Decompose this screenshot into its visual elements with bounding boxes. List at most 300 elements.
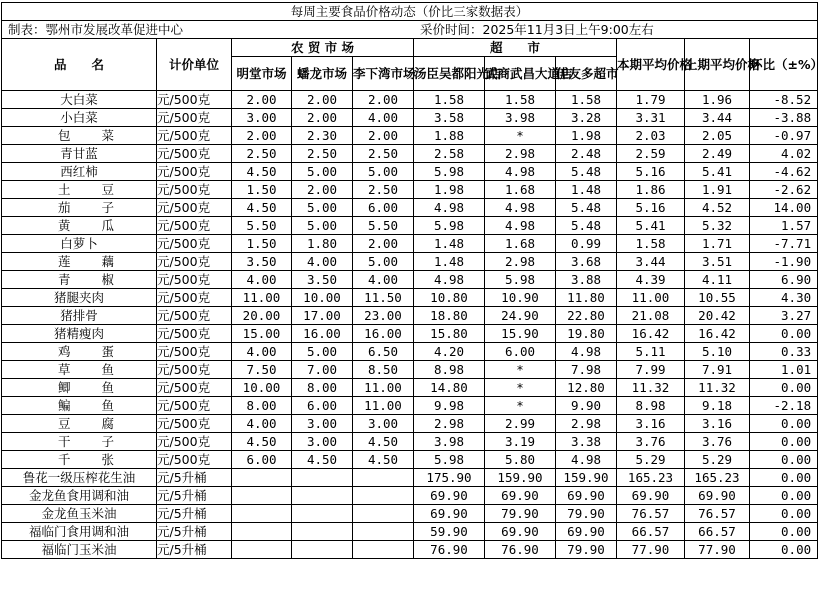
this-average: 4.39 xyxy=(617,271,685,289)
store-price: 4.00 xyxy=(232,271,292,289)
table-row xyxy=(2,91,818,109)
ratio-value: -8.52 xyxy=(750,91,818,109)
store-price xyxy=(353,487,414,505)
last-average: 20.42 xyxy=(685,307,750,325)
store-price xyxy=(232,523,292,541)
table-row xyxy=(2,433,818,451)
store-price: 5.48 xyxy=(556,217,617,235)
store-price: 2.00 xyxy=(353,127,414,145)
last-average: 165.23 xyxy=(685,469,750,487)
item-name: 青甘蓝 xyxy=(2,145,157,163)
store-price: 2.00 xyxy=(292,91,353,109)
table-row xyxy=(2,145,818,163)
store-price: 7.98 xyxy=(556,361,617,379)
last-average: 7.91 xyxy=(685,361,750,379)
last-average: 3.44 xyxy=(685,109,750,127)
store-price: 15.80 xyxy=(414,325,485,343)
store-price: 5.98 xyxy=(414,451,485,469)
store-price: 11.00 xyxy=(353,379,414,397)
store-price: 5.00 xyxy=(292,199,353,217)
store-price: 2.98 xyxy=(485,253,556,271)
store-price: 2.00 xyxy=(232,91,292,109)
item-name: 鸡蛋 xyxy=(2,343,157,361)
store-price: 2.50 xyxy=(292,145,353,163)
store-price: 3.50 xyxy=(232,253,292,271)
this-average: 165.23 xyxy=(617,469,685,487)
store-price: 1.48 xyxy=(414,253,485,271)
header-store: 汤臣吴都阳光店 xyxy=(414,57,485,91)
store-price: 175.90 xyxy=(414,469,485,487)
store-price: 79.90 xyxy=(556,505,617,523)
store-price: 4.00 xyxy=(232,343,292,361)
store-price: 59.90 xyxy=(414,523,485,541)
item-unit: 元/500克 xyxy=(157,163,232,181)
last-average: 66.57 xyxy=(685,523,750,541)
item-unit: 元/5升桶 xyxy=(157,505,232,523)
item-name: 干子 xyxy=(2,433,157,451)
store-price: 3.00 xyxy=(292,415,353,433)
table-row xyxy=(2,541,818,559)
item-unit: 元/5升桶 xyxy=(157,469,232,487)
store-price xyxy=(292,505,353,523)
item-unit: 元/500克 xyxy=(157,451,232,469)
item-name: 草鱼 xyxy=(2,361,157,379)
store-price: 1.58 xyxy=(414,91,485,109)
item-name: 莲藕 xyxy=(2,253,157,271)
table-row xyxy=(2,379,818,397)
store-price: 14.80 xyxy=(414,379,485,397)
last-average: 77.90 xyxy=(685,541,750,559)
ratio-value: 0.00 xyxy=(750,505,818,523)
last-average: 76.57 xyxy=(685,505,750,523)
store-price: 1.98 xyxy=(556,127,617,145)
store-price: 3.58 xyxy=(414,109,485,127)
table-row xyxy=(2,253,818,271)
ratio-value: 3.27 xyxy=(750,307,818,325)
store-price: 4.98 xyxy=(556,343,617,361)
this-average: 16.42 xyxy=(617,325,685,343)
store-price: 10.00 xyxy=(232,379,292,397)
table-row xyxy=(2,343,818,361)
last-average: 2.05 xyxy=(685,127,750,145)
store-price: 6.00 xyxy=(353,199,414,217)
store-price: * xyxy=(485,379,556,397)
item-name: 金龙鱼食用调和油 xyxy=(2,487,157,505)
table-row xyxy=(2,469,818,487)
store-price: 11.50 xyxy=(353,289,414,307)
store-price: 2.00 xyxy=(353,235,414,253)
store-price: 5.98 xyxy=(485,271,556,289)
store-price: 1.48 xyxy=(414,235,485,253)
store-price: 4.00 xyxy=(232,415,292,433)
store-price: 1.68 xyxy=(485,235,556,253)
store-price: 6.00 xyxy=(232,451,292,469)
table-row xyxy=(2,271,818,289)
item-name: 猪排骨 xyxy=(2,307,157,325)
store-price: 79.90 xyxy=(485,505,556,523)
store-price: 1.58 xyxy=(556,91,617,109)
collect-time-label: 采价时间：2025年11月3日上午9:00左右 xyxy=(420,22,654,37)
item-name: 千张 xyxy=(2,451,157,469)
last-average: 10.55 xyxy=(685,289,750,307)
header-group-supermarket: 超 市 xyxy=(414,39,617,57)
ratio-value: 1.01 xyxy=(750,361,818,379)
store-price: 69.90 xyxy=(485,523,556,541)
header-this-average: 本期平均价格 xyxy=(617,39,685,91)
item-name: 黄瓜 xyxy=(2,217,157,235)
store-price: 10.00 xyxy=(292,289,353,307)
store-price: 11.00 xyxy=(353,397,414,415)
store-price: 9.98 xyxy=(414,397,485,415)
store-price: 2.00 xyxy=(353,91,414,109)
ratio-value: 6.90 xyxy=(750,271,818,289)
store-price: 24.90 xyxy=(485,307,556,325)
store-price: 3.88 xyxy=(556,271,617,289)
store-price: 23.00 xyxy=(353,307,414,325)
store-price xyxy=(292,487,353,505)
this-average: 2.03 xyxy=(617,127,685,145)
this-average: 76.57 xyxy=(617,505,685,523)
store-price: 4.50 xyxy=(292,451,353,469)
this-average: 1.79 xyxy=(617,91,685,109)
item-unit: 元/500克 xyxy=(157,91,232,109)
header-last-average: 上期平均价格 xyxy=(685,39,750,91)
store-price: 10.90 xyxy=(485,289,556,307)
ratio-value: 14.00 xyxy=(750,199,818,217)
table-row xyxy=(2,487,818,505)
last-average: 4.52 xyxy=(685,199,750,217)
store-price: 18.80 xyxy=(414,307,485,325)
this-average: 11.00 xyxy=(617,289,685,307)
last-average: 11.32 xyxy=(685,379,750,397)
item-name: 猪精瘦肉 xyxy=(2,325,157,343)
store-price xyxy=(353,505,414,523)
header-ratio: 环比（±%） xyxy=(750,39,818,91)
ratio-value: -4.62 xyxy=(750,163,818,181)
store-price: 5.00 xyxy=(353,163,414,181)
store-price: * xyxy=(485,397,556,415)
store-price: 2.00 xyxy=(232,127,292,145)
store-price: 3.68 xyxy=(556,253,617,271)
store-price: 3.00 xyxy=(292,433,353,451)
store-price: 76.90 xyxy=(414,541,485,559)
item-name: 猪腿夹肉 xyxy=(2,289,157,307)
item-unit: 元/500克 xyxy=(157,109,232,127)
store-price: 8.00 xyxy=(292,379,353,397)
item-name: 金龙鱼玉米油 xyxy=(2,505,157,523)
last-average: 1.71 xyxy=(685,235,750,253)
this-average: 3.31 xyxy=(617,109,685,127)
store-price: 2.58 xyxy=(414,145,485,163)
store-price: 5.80 xyxy=(485,451,556,469)
store-price: 1.48 xyxy=(556,181,617,199)
store-price: 4.98 xyxy=(485,163,556,181)
item-name: 鳊鱼 xyxy=(2,397,157,415)
item-name: 大白菜 xyxy=(2,91,157,109)
store-price xyxy=(292,469,353,487)
store-price: 69.90 xyxy=(556,523,617,541)
item-name: 青椒 xyxy=(2,271,157,289)
store-price: 1.50 xyxy=(232,181,292,199)
table-row xyxy=(2,181,818,199)
store-price: 3.19 xyxy=(485,433,556,451)
store-price: 2.99 xyxy=(485,415,556,433)
item-unit: 元/500克 xyxy=(157,145,232,163)
store-price: 4.98 xyxy=(485,199,556,217)
ratio-value: -1.90 xyxy=(750,253,818,271)
item-unit: 元/500克 xyxy=(157,235,232,253)
table-row xyxy=(2,307,818,325)
store-price: 5.98 xyxy=(414,163,485,181)
ratio-value: -0.97 xyxy=(750,127,818,145)
store-price: 159.90 xyxy=(485,469,556,487)
header-unit: 计价单位 xyxy=(157,39,232,91)
item-name: 西红柿 xyxy=(2,163,157,181)
store-price: 5.00 xyxy=(292,163,353,181)
store-price xyxy=(353,541,414,559)
last-average: 2.49 xyxy=(685,145,750,163)
store-price: 19.80 xyxy=(556,325,617,343)
store-price: 69.90 xyxy=(414,505,485,523)
table-row xyxy=(2,415,818,433)
this-average: 77.90 xyxy=(617,541,685,559)
store-price: 1.50 xyxy=(232,235,292,253)
last-average: 5.32 xyxy=(685,217,750,235)
this-average: 11.32 xyxy=(617,379,685,397)
last-average: 3.16 xyxy=(685,415,750,433)
store-price: 5.50 xyxy=(353,217,414,235)
store-price: 10.80 xyxy=(414,289,485,307)
store-price: 6.00 xyxy=(292,397,353,415)
store-price: 4.00 xyxy=(292,253,353,271)
store-price: 5.48 xyxy=(556,199,617,217)
store-price: 11.80 xyxy=(556,289,617,307)
this-average: 3.76 xyxy=(617,433,685,451)
ratio-value: 0.00 xyxy=(750,487,818,505)
store-price: 5.00 xyxy=(292,217,353,235)
store-price: 4.50 xyxy=(353,433,414,451)
store-price: 20.00 xyxy=(232,307,292,325)
store-price: 2.30 xyxy=(292,127,353,145)
this-average: 66.57 xyxy=(617,523,685,541)
last-average: 9.18 xyxy=(685,397,750,415)
store-price: 8.50 xyxy=(353,361,414,379)
this-average: 7.99 xyxy=(617,361,685,379)
item-name: 土豆 xyxy=(2,181,157,199)
store-price: 22.80 xyxy=(556,307,617,325)
table-row xyxy=(2,109,818,127)
store-price: 2.50 xyxy=(353,181,414,199)
store-price: 15.00 xyxy=(232,325,292,343)
this-average: 3.44 xyxy=(617,253,685,271)
store-price xyxy=(292,523,353,541)
header-name: 品 名 xyxy=(2,39,157,91)
store-price: 1.68 xyxy=(485,181,556,199)
store-price: 3.00 xyxy=(232,109,292,127)
store-price: 8.00 xyxy=(232,397,292,415)
item-name: 包菜 xyxy=(2,127,157,145)
store-price: 5.00 xyxy=(353,253,414,271)
this-average: 5.41 xyxy=(617,217,685,235)
price-table xyxy=(1,2,823,559)
store-price: 4.50 xyxy=(232,199,292,217)
ratio-value: 0.00 xyxy=(750,541,818,559)
last-average: 5.10 xyxy=(685,343,750,361)
table-row xyxy=(2,451,818,469)
store-price: 4.98 xyxy=(556,451,617,469)
store-price: 1.98 xyxy=(414,181,485,199)
meta-row xyxy=(2,21,818,39)
table-row xyxy=(2,217,818,235)
last-average: 3.51 xyxy=(685,253,750,271)
store-price: 5.50 xyxy=(232,217,292,235)
store-price: 2.50 xyxy=(353,145,414,163)
header-store: 李下湾市场 xyxy=(353,57,414,91)
ratio-value: -7.71 xyxy=(750,235,818,253)
store-price: 2.50 xyxy=(232,145,292,163)
last-average: 1.96 xyxy=(685,91,750,109)
store-price: 7.00 xyxy=(292,361,353,379)
store-price: 2.48 xyxy=(556,145,617,163)
ratio-value: 1.57 xyxy=(750,217,818,235)
store-price: 5.48 xyxy=(556,163,617,181)
store-price: 5.98 xyxy=(414,217,485,235)
store-price: 5.00 xyxy=(292,343,353,361)
store-price: 1.80 xyxy=(292,235,353,253)
item-unit: 元/500克 xyxy=(157,217,232,235)
table-row xyxy=(2,127,818,145)
store-price: 16.00 xyxy=(292,325,353,343)
ratio-value: -3.88 xyxy=(750,109,818,127)
table-row xyxy=(2,523,818,541)
store-price xyxy=(232,487,292,505)
store-price: 69.90 xyxy=(556,487,617,505)
store-price: * xyxy=(485,361,556,379)
ratio-value: 0.00 xyxy=(750,415,818,433)
last-average: 4.11 xyxy=(685,271,750,289)
this-average: 3.16 xyxy=(617,415,685,433)
store-price: 2.98 xyxy=(556,415,617,433)
store-price: 2.00 xyxy=(292,109,353,127)
store-price: 2.98 xyxy=(485,145,556,163)
table-row xyxy=(2,163,818,181)
store-price: 4.50 xyxy=(353,451,414,469)
item-unit: 元/5升桶 xyxy=(157,487,232,505)
this-average: 8.98 xyxy=(617,397,685,415)
store-price: 3.28 xyxy=(556,109,617,127)
this-average: 1.86 xyxy=(617,181,685,199)
ratio-value: 0.00 xyxy=(750,379,818,397)
store-price: 4.98 xyxy=(414,271,485,289)
this-average: 21.08 xyxy=(617,307,685,325)
store-price: 6.00 xyxy=(485,343,556,361)
store-price xyxy=(232,505,292,523)
ratio-value: 0.00 xyxy=(750,469,818,487)
store-price: 4.98 xyxy=(485,217,556,235)
store-price: 8.98 xyxy=(414,361,485,379)
store-price: 12.80 xyxy=(556,379,617,397)
header-store: 蟠龙市场 xyxy=(292,57,353,91)
store-price xyxy=(232,469,292,487)
store-price: 4.50 xyxy=(232,163,292,181)
ratio-value: 0.00 xyxy=(750,325,818,343)
store-price: 4.20 xyxy=(414,343,485,361)
store-price: 2.98 xyxy=(414,415,485,433)
item-name: 茄子 xyxy=(2,199,157,217)
last-average: 3.76 xyxy=(685,433,750,451)
store-price: 4.00 xyxy=(353,109,414,127)
table-row xyxy=(2,235,818,253)
item-unit: 元/500克 xyxy=(157,307,232,325)
this-average: 5.16 xyxy=(617,199,685,217)
item-unit: 元/500克 xyxy=(157,289,232,307)
ratio-value: 0.00 xyxy=(750,523,818,541)
ratio-value: 4.02 xyxy=(750,145,818,163)
store-price xyxy=(353,469,414,487)
store-price: 2.00 xyxy=(292,181,353,199)
store-price: 4.50 xyxy=(232,433,292,451)
header-store: 武商武昌大道店 xyxy=(485,57,556,91)
header-store: 佳友多超市 xyxy=(556,57,617,91)
item-unit: 元/5升桶 xyxy=(157,523,232,541)
ratio-value: 0.00 xyxy=(750,451,818,469)
table-row xyxy=(2,505,818,523)
store-price xyxy=(353,523,414,541)
table-row xyxy=(2,397,818,415)
item-unit: 元/500克 xyxy=(157,181,232,199)
this-average: 1.58 xyxy=(617,235,685,253)
store-price: 7.50 xyxy=(232,361,292,379)
ratio-value: -2.62 xyxy=(750,181,818,199)
store-price: 3.98 xyxy=(485,109,556,127)
store-price: 3.50 xyxy=(292,271,353,289)
item-name: 豆腐 xyxy=(2,415,157,433)
store-price: 1.58 xyxy=(485,91,556,109)
last-average: 5.41 xyxy=(685,163,750,181)
header-group-market: 农 贸 市 场 xyxy=(232,39,414,57)
store-price: 69.90 xyxy=(414,487,485,505)
header-store: 明堂市场 xyxy=(232,57,292,91)
item-unit: 元/500克 xyxy=(157,361,232,379)
item-unit: 元/500克 xyxy=(157,127,232,145)
store-price: 16.00 xyxy=(353,325,414,343)
store-price: 11.00 xyxy=(232,289,292,307)
this-average: 2.59 xyxy=(617,145,685,163)
item-name: 鲁花一级压榨花生油 xyxy=(2,469,157,487)
item-unit: 元/500克 xyxy=(157,271,232,289)
store-price: 3.38 xyxy=(556,433,617,451)
item-unit: 元/500克 xyxy=(157,415,232,433)
issuer-label: 制表：鄂州市发展改革促进中心 xyxy=(8,22,184,37)
store-price: 17.00 xyxy=(292,307,353,325)
store-price xyxy=(292,541,353,559)
item-name: 小白菜 xyxy=(2,109,157,127)
table-row xyxy=(2,361,818,379)
last-average: 69.90 xyxy=(685,487,750,505)
store-price: * xyxy=(485,127,556,145)
item-unit: 元/500克 xyxy=(157,253,232,271)
last-average: 5.29 xyxy=(685,451,750,469)
store-price: 3.98 xyxy=(414,433,485,451)
store-price xyxy=(232,541,292,559)
table-row xyxy=(2,199,818,217)
item-unit: 元/500克 xyxy=(157,325,232,343)
store-price: 0.99 xyxy=(556,235,617,253)
item-name: 福临门玉米油 xyxy=(2,541,157,559)
item-name: 鲫鱼 xyxy=(2,379,157,397)
store-price: 1.88 xyxy=(414,127,485,145)
item-unit: 元/500克 xyxy=(157,433,232,451)
